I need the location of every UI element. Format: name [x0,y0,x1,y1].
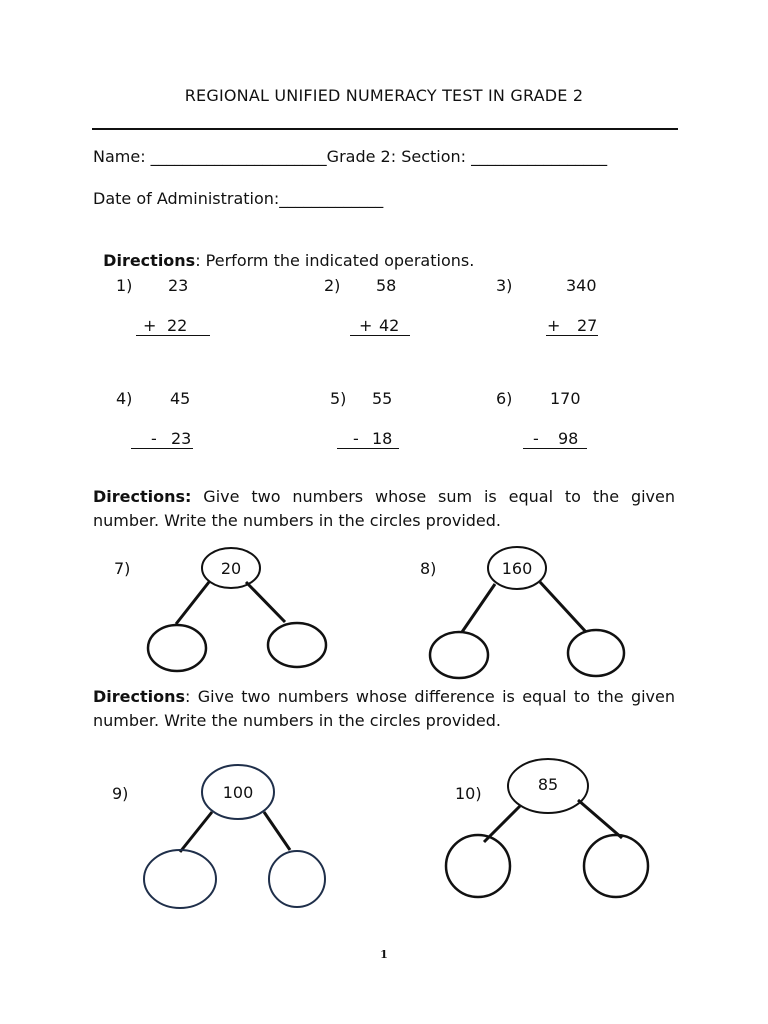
problem-top-number: 55 [372,389,393,408]
name-section-field: Name: ______________________Grade 2: Section: _________________ [93,147,608,166]
minus-operator: - [353,429,359,448]
answer-circle-right[interactable] [584,835,648,897]
bond-total-value: 20 [220,559,242,578]
problem-label: 2) [324,276,341,295]
directions-text: : Perform the indicated operations. [195,251,475,270]
branch-line [578,800,622,838]
answer-circle-left[interactable] [446,835,510,897]
bond-total-value: 160 [501,559,533,578]
plus-operator: + [143,316,157,335]
branch-line [540,582,586,632]
minus-operator: - [533,429,539,448]
date-of-administration-field: Date of Administration:_____________ [93,189,384,208]
problem-top-number: 45 [170,389,191,408]
problem-label: 3) [496,276,513,295]
problem-label: 5) [330,389,347,408]
minus-operator: - [151,429,157,448]
problem-label: 6) [496,389,513,408]
problem-label: 1) [116,276,133,295]
bond-total-value: 100 [222,783,254,802]
directions-text: : Give two numbers whose difference is equal to the given number. Write the numbers in the circles provided. [93,687,675,730]
directions-text: Give two numbers whose sum is equal to the given number. Write the numbers in the circles provided. [93,487,675,530]
answer-circle-right[interactable] [269,851,325,907]
tree-label: 9) [112,784,129,803]
bond-total-value: 85 [537,775,559,794]
answer-circle-right[interactable] [568,630,624,676]
problem-bottom-number: 27 [577,316,598,335]
page-number: 1 [380,948,388,961]
tree-label: 7) [114,559,131,578]
directions-label: Directions: [93,487,192,506]
answer-circle-left[interactable] [148,625,206,671]
answer-circle-right[interactable] [268,623,326,667]
branch-line [264,812,290,850]
problem-top-number: 23 [168,276,189,295]
answer-circle-left[interactable] [430,632,488,678]
problem-bottom-number: 18 [372,429,393,448]
directions-label: Directions [103,251,196,270]
problem-bottom-number: 42 [379,316,400,335]
problem-bottom-number: 23 [171,429,192,448]
page-title: REGIONAL UNIFIED NUMERACY TEST IN GRADE 2 [184,86,584,105]
problem-top-number: 340 [566,276,597,295]
problem-top-number: 58 [376,276,397,295]
answer-circle-left[interactable] [144,850,216,908]
problem-label: 4) [116,389,133,408]
plus-operator: + [547,316,561,335]
problem-bottom-number: 98 [558,429,579,448]
problem-top-number: 170 [550,389,581,408]
plus-operator: + [359,316,373,335]
branch-line [180,812,212,852]
branch-line [462,584,495,632]
tree-label: 8) [420,559,437,578]
tree-label: 10) [455,784,482,803]
branch-line [176,582,209,624]
branch-line [246,582,285,622]
problem-bottom-number: 22 [167,316,188,335]
directions-label: Directions [93,687,186,706]
